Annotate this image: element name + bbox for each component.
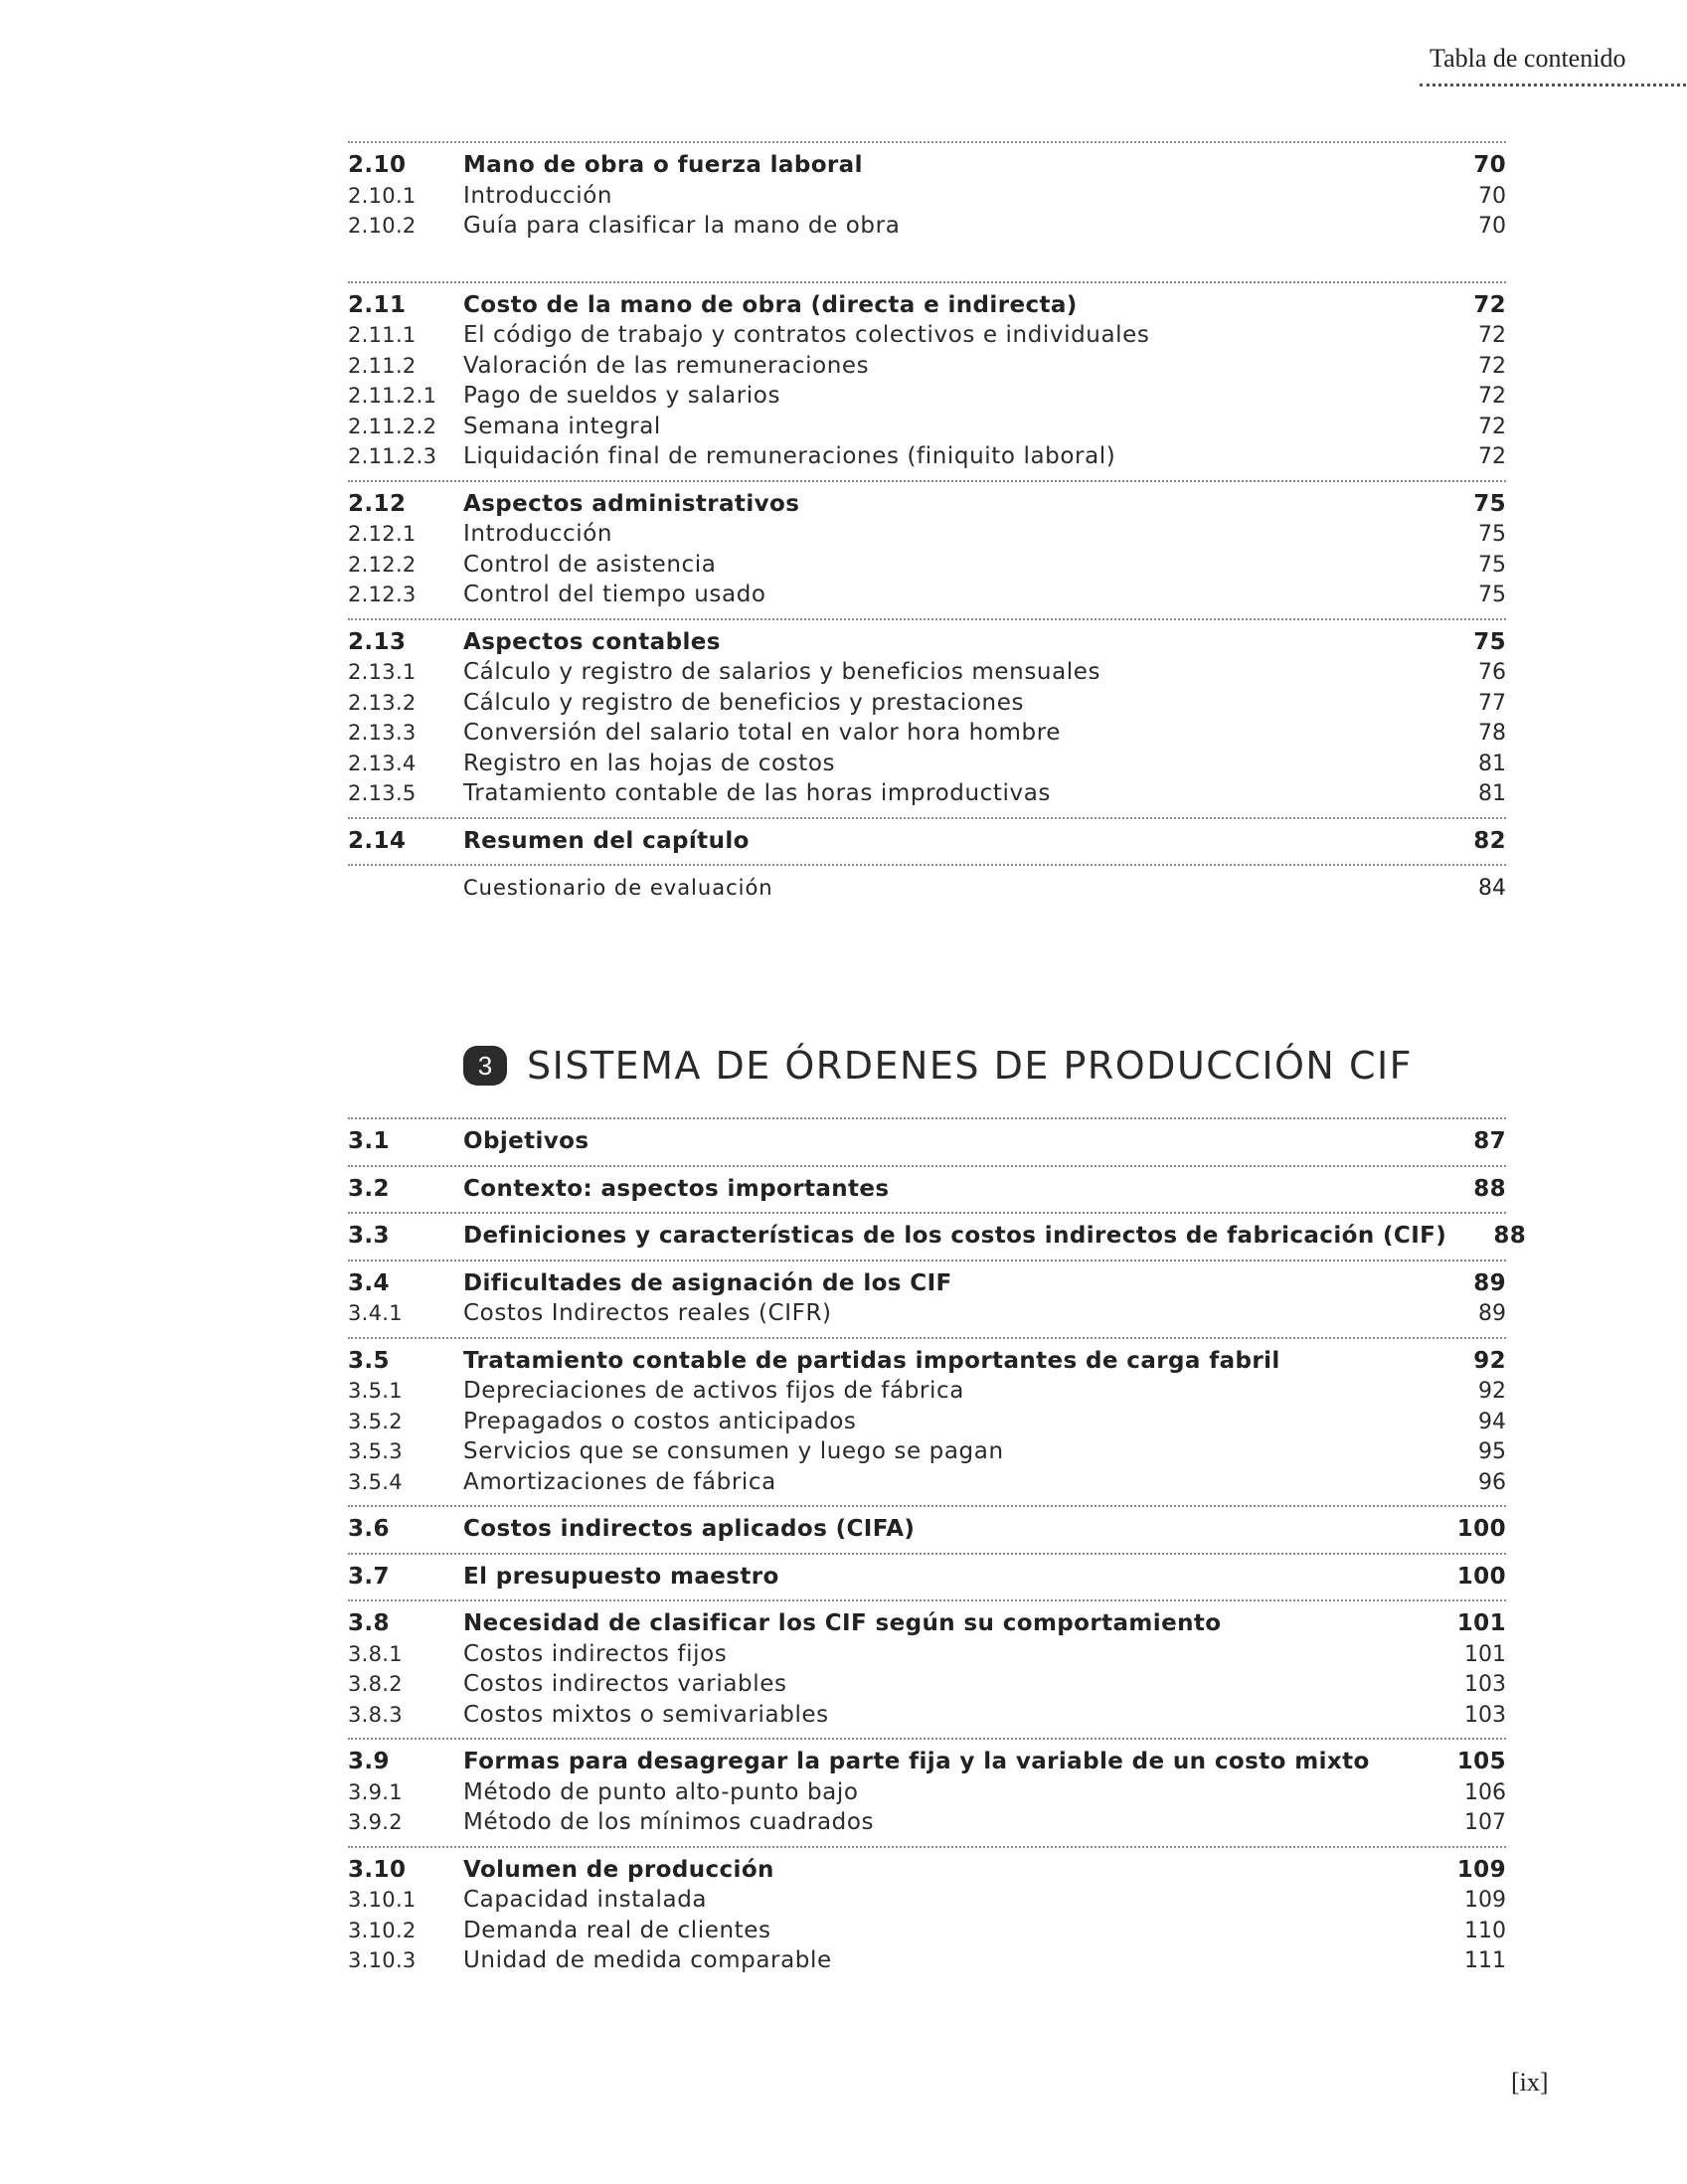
toc-entry-number: 2.10.1 bbox=[348, 183, 417, 208]
toc-entry-number: 3.1 bbox=[348, 1128, 390, 1154]
toc-entry-title: Objetivos bbox=[463, 1128, 590, 1154]
toc-entry bbox=[348, 1855, 1506, 1886]
toc-entry-title: Resumen del capítulo bbox=[463, 827, 750, 854]
toc-group bbox=[348, 1846, 1506, 1984]
toc-entry-number: 3.8 bbox=[348, 1610, 390, 1636]
toc-entry-page: 87 bbox=[1473, 1128, 1506, 1154]
toc-entry-title: Necesidad de clasificar los CIF según su comportamiento bbox=[463, 1610, 1222, 1636]
toc-entry-number: 3.8.2 bbox=[348, 1672, 403, 1696]
toc-entry-number: 2.10.2 bbox=[348, 214, 417, 238]
toc-entry-number: 2.14 bbox=[348, 827, 407, 854]
toc-entry bbox=[348, 1885, 1506, 1916]
toc-group bbox=[348, 1260, 1506, 1337]
toc-entry bbox=[348, 1376, 1506, 1407]
toc-entry-page: 106 bbox=[1464, 1779, 1506, 1805]
toc-entry-title: Volumen de producción bbox=[463, 1856, 774, 1883]
toc-entry-number: 2.13.1 bbox=[348, 660, 417, 684]
toc-entry-title: Cálculo y registro de beneficios y prestaciones bbox=[463, 689, 1025, 716]
toc-entry bbox=[348, 1639, 1506, 1670]
toc-entry-number: 3.9.2 bbox=[348, 1810, 403, 1834]
toc-entry-page: 75 bbox=[1473, 628, 1506, 655]
toc-entry-title: Tratamiento contable de partidas importantes de carga fabril bbox=[463, 1347, 1280, 1374]
toc-entry bbox=[348, 749, 1506, 779]
toc-entry-page: 89 bbox=[1478, 1301, 1506, 1326]
toc-entry-page: 70 bbox=[1473, 152, 1506, 178]
toc-entry-title: Introducción bbox=[463, 182, 613, 209]
toc-entry-page: 109 bbox=[1464, 1888, 1506, 1913]
toc-group bbox=[348, 141, 1506, 281]
toc-entry-page: 88 bbox=[1473, 1175, 1506, 1202]
toc-entry-number: 2.11 bbox=[348, 291, 407, 318]
toc-entry-page: 111 bbox=[1464, 1948, 1506, 1973]
toc-entry-page: 110 bbox=[1464, 1918, 1506, 1943]
toc-entry-title: Demanda real de clientes bbox=[463, 1917, 771, 1943]
toc-entry bbox=[348, 688, 1506, 719]
toc-group bbox=[348, 1165, 1506, 1213]
toc-entry-title: El código de trabajo y contratos colectivos e individuales bbox=[463, 322, 1150, 348]
toc-entry-number: 3.9 bbox=[348, 1749, 390, 1774]
toc-entry-page: 72 bbox=[1478, 384, 1506, 409]
toc-entry-page: 94 bbox=[1478, 1409, 1506, 1434]
toc-entry-number: 2.12.3 bbox=[348, 583, 417, 606]
toc-entry-page: 81 bbox=[1478, 751, 1506, 776]
toc-entry-number: 3.2 bbox=[348, 1175, 390, 1202]
toc-entry bbox=[348, 1916, 1506, 1946]
toc-entry-page: 92 bbox=[1473, 1347, 1506, 1374]
toc-entry-title: Servicios que se consumen y luego se pagan bbox=[463, 1438, 1004, 1464]
toc-entry bbox=[348, 150, 1506, 181]
toc-entry-title: Pago de sueldos y salarios bbox=[463, 383, 781, 409]
toc-entry-number: 3.5.3 bbox=[348, 1439, 403, 1463]
toc-entry bbox=[348, 489, 1506, 520]
toc-entry-page: 82 bbox=[1473, 827, 1506, 854]
toc-entry bbox=[348, 1268, 1506, 1299]
toc-entry-number: 2.12 bbox=[348, 490, 407, 517]
toc-entry-page: 70 bbox=[1478, 214, 1506, 239]
toc-entry-title: Cuestionario de evaluación bbox=[463, 876, 773, 900]
toc-entry-page: 103 bbox=[1464, 1702, 1506, 1728]
toc-entry-page: 105 bbox=[1456, 1749, 1506, 1774]
toc-entry-page: 72 bbox=[1478, 414, 1506, 439]
toc-entry-number: 3.10.2 bbox=[348, 1918, 417, 1942]
toc-entry-number: 2.13 bbox=[348, 628, 407, 655]
toc-entry-page: 89 bbox=[1473, 1269, 1506, 1296]
toc-entry-number: 2.13.5 bbox=[348, 781, 417, 805]
toc-entry bbox=[348, 1514, 1506, 1545]
toc-entry-title: Contexto: aspectos importantes bbox=[463, 1175, 890, 1202]
toc-entry-title: Aspectos administrativos bbox=[463, 490, 800, 517]
toc-entry-title: Cálculo y registro de salarios y beneficios mensuales bbox=[463, 659, 1101, 685]
page-folio: [ix] bbox=[1511, 2068, 1549, 2097]
toc-entry-title: El presupuesto maestro bbox=[463, 1563, 779, 1590]
toc-entry-number: 2.11.2.3 bbox=[348, 444, 437, 468]
toc-entry-number: 2.12.2 bbox=[348, 552, 417, 577]
toc-entry-page: 75 bbox=[1478, 522, 1506, 547]
toc-entry bbox=[348, 1298, 1506, 1329]
toc-entry bbox=[348, 1436, 1506, 1467]
toc-entry-page: 96 bbox=[1478, 1469, 1506, 1495]
toc-entry bbox=[348, 381, 1506, 412]
toc-entry-title: Guía para clasificar la mano de obra bbox=[463, 213, 901, 239]
chapter-title: SISTEMA DE ÓRDENES DE PRODUCCIÓN CIF bbox=[527, 1044, 1414, 1088]
toc-entry-title: Formas para desagregar la parte fija y la variable de un costo mixto bbox=[463, 1749, 1370, 1774]
toc-entry-page: 70 bbox=[1478, 183, 1506, 209]
toc-entry bbox=[348, 1747, 1506, 1777]
toc-entry-title: Introducción bbox=[463, 521, 613, 547]
toc-entry-page: 95 bbox=[1478, 1439, 1506, 1464]
toc-entry-page: 72 bbox=[1478, 444, 1506, 469]
toc-entry-title: Conversión del salario total en valor hora hombre bbox=[463, 720, 1062, 746]
toc-entry bbox=[348, 826, 1506, 857]
toc-entry-number: 2.11.2 bbox=[348, 353, 417, 378]
toc-entry bbox=[348, 580, 1506, 610]
toc-group bbox=[348, 1599, 1506, 1738]
toc-entry-number: 3.10.1 bbox=[348, 1888, 417, 1912]
toc-entry-page: 75 bbox=[1478, 583, 1506, 607]
toc-entry bbox=[348, 211, 1506, 242]
running-head-title: Tabla de contenido bbox=[1430, 44, 1626, 73]
toc-entry-number: 3.4 bbox=[348, 1269, 390, 1296]
toc-entry-title: Costos indirectos aplicados (CIFA) bbox=[463, 1516, 916, 1542]
toc-entry bbox=[348, 1407, 1506, 1437]
toc-entry-number: 3.8.3 bbox=[348, 1702, 403, 1727]
toc-entry bbox=[348, 351, 1506, 382]
toc-entry-page: 72 bbox=[1473, 291, 1506, 318]
toc-group bbox=[348, 281, 1506, 480]
toc-entry-number: 3.5.4 bbox=[348, 1469, 403, 1494]
toc-group bbox=[348, 817, 1506, 865]
toc-entry bbox=[348, 519, 1506, 550]
toc-entry-number: 2.11.1 bbox=[348, 323, 417, 347]
toc-entry-number: 3.5.1 bbox=[348, 1379, 403, 1403]
chapter-number-badge: 3 bbox=[463, 1046, 507, 1086]
toc-entry-number: 2.10 bbox=[348, 152, 407, 178]
toc-entry-page: 76 bbox=[1478, 660, 1506, 685]
toc-entry-title: Depreciaciones de activos fijos de fábrica bbox=[463, 1378, 964, 1404]
toc-entry-number: 3.3 bbox=[348, 1223, 390, 1249]
toc-group bbox=[348, 1505, 1506, 1553]
toc-entry-title: Definiciones y características de los costos indirectos de fabricación (CIF) bbox=[463, 1223, 1447, 1249]
toc-entry-title: Costos Indirectos reales (CIFR) bbox=[463, 1300, 832, 1326]
toc-entry-title: Control del tiempo usado bbox=[463, 582, 766, 607]
toc-entry-title: Mano de obra o fuerza laboral bbox=[463, 152, 863, 178]
toc-entry-title: Costos indirectos variables bbox=[463, 1671, 787, 1697]
toc-entry-page: 78 bbox=[1478, 721, 1506, 746]
toc-entry-title: Tratamiento contable de las horas improductivas bbox=[463, 780, 1051, 806]
toc-entry bbox=[348, 1608, 1506, 1639]
toc-entry bbox=[348, 1346, 1506, 1377]
toc-entry bbox=[348, 1807, 1506, 1838]
toc-entry bbox=[348, 441, 1506, 472]
toc-entry-title: Método de los mínimos cuadrados bbox=[463, 1809, 875, 1835]
toc-entry-number: 3.4.1 bbox=[348, 1301, 403, 1325]
toc-entry bbox=[348, 657, 1506, 688]
running-head bbox=[1420, 44, 1686, 86]
toc-entry bbox=[348, 550, 1506, 581]
toc-entry bbox=[348, 1221, 1527, 1252]
toc-entry-page: 72 bbox=[1478, 353, 1506, 379]
toc-entry-page: 101 bbox=[1456, 1610, 1506, 1636]
toc-entry-title: Costos indirectos fijos bbox=[463, 1640, 728, 1667]
toc-group bbox=[348, 1337, 1506, 1506]
toc-entry bbox=[348, 627, 1506, 658]
toc-entry-number: 3.9.1 bbox=[348, 1779, 403, 1804]
toc-entry-number: 3.10 bbox=[348, 1856, 407, 1883]
toc-entry bbox=[348, 1467, 1506, 1498]
toc-entry-page: 77 bbox=[1478, 690, 1506, 716]
toc-entry-title: Semana integral bbox=[463, 413, 661, 439]
toc-entry bbox=[348, 1562, 1506, 1593]
toc-entry-page: 107 bbox=[1464, 1810, 1506, 1835]
toc-entry bbox=[348, 1126, 1506, 1157]
toc-group bbox=[348, 1553, 1506, 1600]
toc-entry-number: 2.13.3 bbox=[348, 721, 417, 745]
toc-entry-number: 3.10.3 bbox=[348, 1948, 417, 1972]
toc-entry-title: Registro en las hojas de costos bbox=[463, 750, 836, 776]
toc-entry bbox=[348, 412, 1506, 442]
toc-entry-number: 2.13.4 bbox=[348, 751, 417, 775]
toc-entry bbox=[348, 1945, 1506, 1976]
toc-entry-number: 3.8.1 bbox=[348, 1641, 403, 1666]
toc-entry-number: 3.6 bbox=[348, 1516, 390, 1542]
toc-entry-title: Unidad de medida comparable bbox=[463, 1947, 832, 1973]
toc-entry-title: Control de asistencia bbox=[463, 551, 717, 578]
toc-entry-number: 2.12.1 bbox=[348, 522, 417, 546]
toc-group bbox=[348, 864, 1506, 912]
toc-entry bbox=[348, 1669, 1506, 1700]
toc-entry-title: Capacidad instalada bbox=[463, 1887, 708, 1913]
toc-entry-number: 2.11.2.2 bbox=[348, 414, 437, 438]
toc-entry-title: Aspectos contables bbox=[463, 628, 721, 655]
toc-entry-number: 3.7 bbox=[348, 1563, 390, 1590]
toc-entry-page: 72 bbox=[1478, 323, 1506, 348]
toc-entry-page: 75 bbox=[1473, 490, 1506, 517]
toc-entry-title: Costo de la mano de obra (directa e indirecta) bbox=[463, 291, 1078, 318]
toc-entry-title: Prepagados o costos anticipados bbox=[463, 1408, 857, 1434]
toc-entry-number: 3.5 bbox=[348, 1347, 390, 1374]
toc-entry-page: 81 bbox=[1478, 781, 1506, 806]
toc-entry-page: 101 bbox=[1464, 1641, 1506, 1667]
toc-group bbox=[348, 1212, 1527, 1260]
toc-entry-page: 100 bbox=[1456, 1563, 1506, 1590]
toc-entry-number: 2.11.2.1 bbox=[348, 384, 437, 408]
chapter-heading bbox=[463, 1044, 1413, 1088]
toc-entry-title: Costos mixtos o semivariables bbox=[463, 1701, 829, 1728]
toc-entry bbox=[348, 1174, 1506, 1205]
toc-group bbox=[348, 480, 1506, 618]
toc-entry-page: 109 bbox=[1456, 1856, 1506, 1883]
toc-entry-page: 75 bbox=[1478, 552, 1506, 578]
toc-entry bbox=[348, 1700, 1506, 1731]
toc-entry bbox=[348, 181, 1506, 212]
toc-group bbox=[348, 1738, 1506, 1846]
toc-chapter-2-continued bbox=[348, 141, 1506, 912]
toc-group bbox=[348, 1117, 1506, 1165]
toc-entry-title: Valoración de las remuneraciones bbox=[463, 352, 870, 379]
toc-entry-title: Amortizaciones de fábrica bbox=[463, 1468, 776, 1495]
toc-entry-page: 88 bbox=[1493, 1223, 1527, 1249]
toc-entry bbox=[348, 1777, 1506, 1808]
toc-entry-title: Liquidación final de remuneraciones (finiquito laboral) bbox=[463, 443, 1116, 469]
toc-entry-number: 3.5.2 bbox=[348, 1409, 403, 1433]
toc-entry bbox=[348, 718, 1506, 749]
toc-entry-title: Dificultades de asignación de los CIF bbox=[463, 1269, 952, 1296]
toc-entry-page: 84 bbox=[1478, 876, 1506, 901]
toc-entry bbox=[348, 320, 1506, 351]
toc-entry bbox=[348, 778, 1506, 809]
toc-entry bbox=[348, 873, 1506, 904]
toc-entry-number: 2.13.2 bbox=[348, 690, 417, 715]
toc-entry-page: 103 bbox=[1464, 1672, 1506, 1697]
toc-entry-page: 100 bbox=[1456, 1516, 1506, 1542]
toc-entry-page: 92 bbox=[1478, 1379, 1506, 1404]
toc-entry bbox=[348, 290, 1506, 321]
toc-entry-title: Método de punto alto-punto bajo bbox=[463, 1778, 859, 1805]
toc-chapter-3 bbox=[348, 1117, 1527, 1984]
toc-group bbox=[348, 618, 1506, 817]
